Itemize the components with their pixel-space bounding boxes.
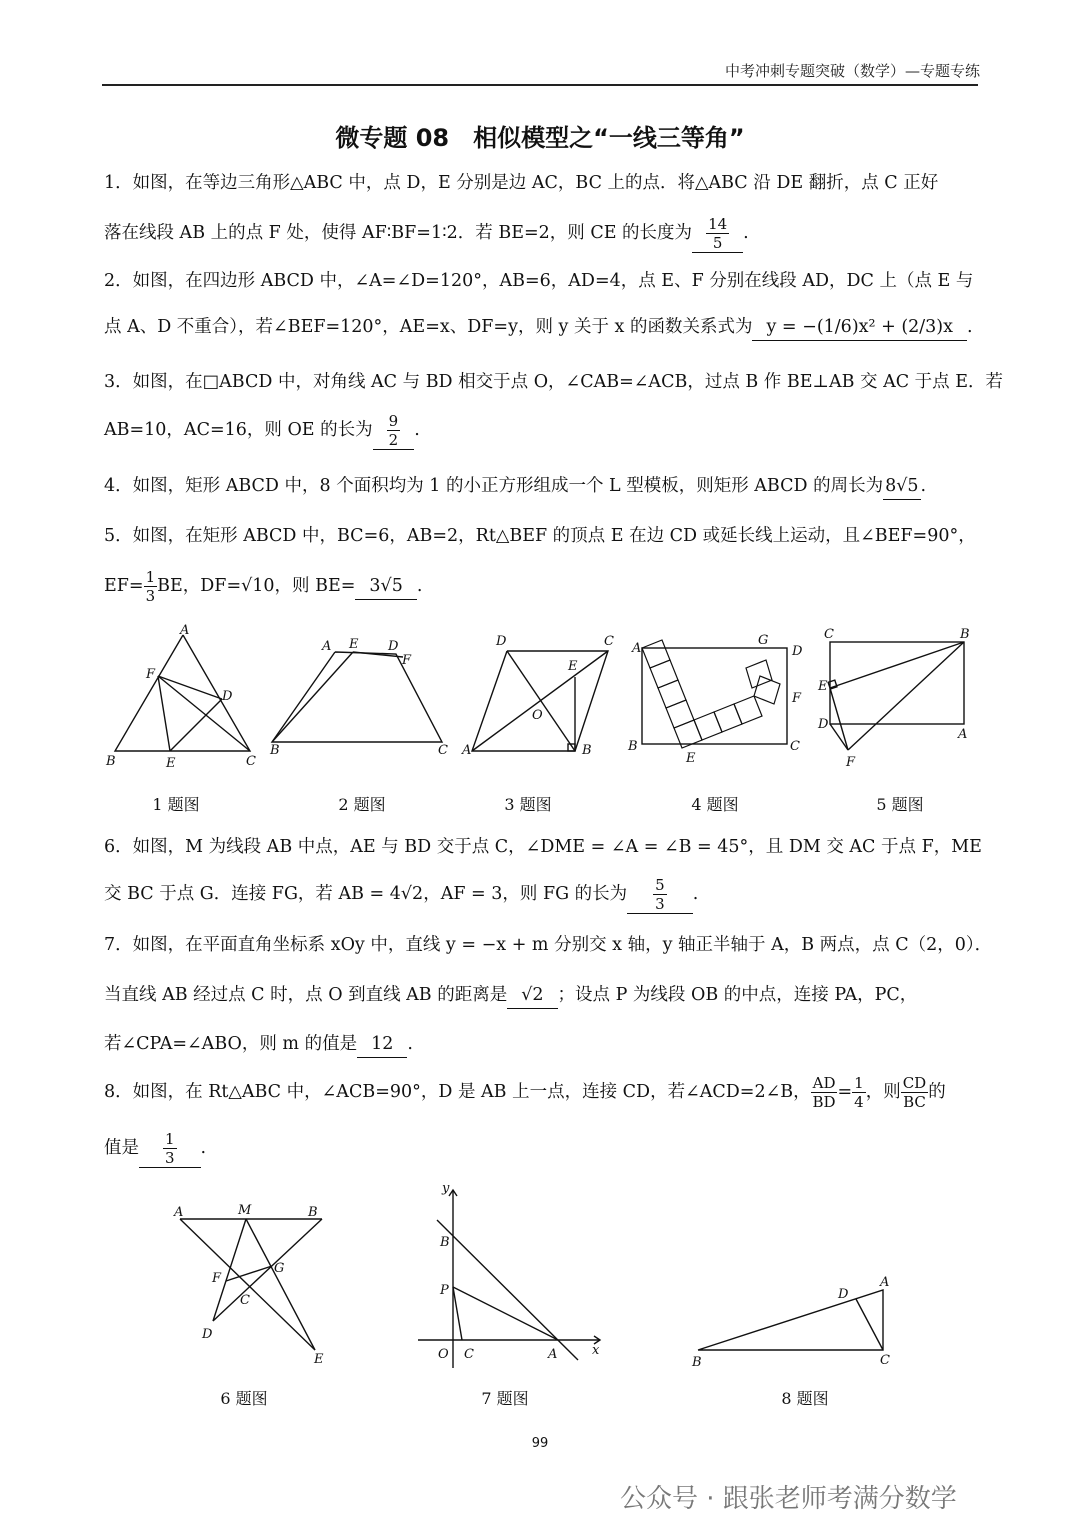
fig4-label: A [632,641,642,656]
fig7-label: x [592,1343,600,1358]
fig7-label: B [440,1235,450,1250]
fig7-label: P [440,1283,449,1298]
q2-line1: 2．如图，在四边形 ABCD 中，∠A=∠D=120°，AB=6，AD=4，点 E、F 分别在线段 AD，DC 上（点 E 与 [104,271,974,291]
figure-7 [418,1181,600,1368]
q3-line1: 3．如图，在□ABCD 中，对角线 AC 与 BD 相交于点 O，∠CAB=∠ACB，过点 B 作 BE⊥AB 交 AC 于点 E．若 [104,372,1004,392]
q7-line1: 7．如图，在平面直角坐标系 xOy 中，直线 y = −x + m 分别交 x 轴，y 轴正半轴于 A，B 两点，点 C（2，0）． [104,935,993,955]
fig6-label: B [308,1205,318,1220]
fig2-label: B [270,743,280,758]
figure-3 [461,634,614,758]
fig1-label: C [246,754,256,769]
fig2-label: C [438,743,448,758]
fig6-label: A [174,1205,184,1220]
fig3-label: E [568,659,578,674]
q4-answer: 8√5 [883,473,920,500]
caption-fig6: 6 题图 [220,1389,268,1408]
header-rule [102,84,978,86]
watermark: 公众号 · 跟张老师考满分数学 [620,1484,957,1514]
caption-fig5: 5 题图 [876,795,924,814]
page-number: 99 [531,1436,549,1451]
q8-answer: $\frac{1}{3}$ [139,1130,201,1168]
fig7-label: y [442,1181,450,1196]
caption-fig1: 1 题图 [152,795,200,814]
q5-answer: 3√5 [355,573,416,600]
fig5-label: B [960,627,970,642]
q3-answer: $\frac{9}{2}$ [373,412,415,450]
figure-8 [691,1275,890,1370]
fig3-label: A [462,743,472,758]
fig4-label: C [790,739,800,754]
q3-line2: AB=10，AC=16，则 OE 的长为 $\frac{9}{2}$ . [104,412,420,449]
fig7-label: O [438,1347,449,1362]
running-header: 中考冲刺专题突破（数学）—专题专练 [724,62,980,80]
q6-answer: $\frac{5}{3}$ [627,876,693,914]
q5-line1: 5．如图，在矩形 ABCD 中，BC=6，AB=2，Rt△BEF 的顶点 E 在边 CD 或延长线上运动，且∠BEF=90°， [104,526,976,546]
fig4-label: E [686,751,696,766]
figures-row-2 [100,1178,980,1378]
fig8-label: A [880,1275,890,1290]
fig1-label: B [106,754,116,769]
figure-5 [817,627,970,770]
fig2-label: D [388,639,399,654]
fig7-label: C [464,1347,474,1362]
fig6-label: D [202,1327,213,1342]
fig1-label: F [146,667,156,682]
q5-line2: EF= $\frac{1}{3}$ BE，DF=√10，则 BE= 3√5 . [104,568,423,605]
fig2-label: A [322,639,332,654]
q7-answer-2: 12 [357,1031,407,1058]
caption-fig8: 8 题图 [781,1389,829,1408]
fig4-label: B [628,739,638,754]
caption-fig3: 3 题图 [504,795,552,814]
q4-line1: 4．如图，矩形 ABCD 中，8 个面积均为 1 的小正方形组成一个 L 型模板，则矩形 ABCD 的周长为 8√5 . [104,473,980,500]
fig2-label: F [402,653,412,668]
fig3-label: O [532,708,543,723]
q1-line2: 落在线段 AB 上的点 F 处，使得 AF∶BF=1∶2．若 BE=2，则 CE 的长度为 $\frac{14}{5}$ . [104,215,749,252]
fig2-label: E [349,637,359,652]
q1-line1: 1．如图，在等边三角形△ABC 中，点 D，E 分别是边 AC，BC 上的点．将△ABC 沿 DE 翻折，点 C 正好 [104,173,939,193]
page-title: 微专题 08 相似模型之“一线三等角” [335,124,745,152]
q6-line2: 交 BC 于点 G．连接 FG，若 AB = 4√2，AF = 3，则 FG 的长为 $\frac{5}{3}$ . [104,876,699,913]
caption-fig7: 7 题图 [481,1389,529,1408]
q2-answer: y = −(1/6)x² + (2/3)x [752,314,967,341]
fig8-label: B [692,1355,702,1370]
q8-line2: 值是 $\frac{1}{3}$ . [104,1130,207,1167]
q8-line1: 8．如图，在 Rt△ABC 中，∠ACB=90°，D 是 AB 上一点，连接 CD，若∠ACD=2∠B， $\frac{AD}{BD}$ = $\frac{1}{4}$ ，则 $\frac{CD}{BC}$ 的 [104,1074,946,1111]
caption-fig2: 2 题图 [338,795,386,814]
q7-line2: 当直线 AB 经过点 C 时，点 O 到直线 AB 的距离是 √2 ；设点 P 为线段 OB 的中点，连接 PA，PC， [104,982,980,1009]
fig3-label: D [496,634,507,649]
fig5-label: C [824,627,834,642]
fig4-label: F [792,691,802,706]
fig8-label: C [880,1353,890,1368]
fig6-label: F [212,1271,222,1286]
fig4-label: G [758,633,769,648]
fig6-label: C [240,1293,250,1308]
fig1-label: E [166,756,176,771]
figure-2 [269,637,448,758]
figure-4 [627,633,803,766]
fig5-label: D [818,717,829,732]
q1-answer: $\frac{14}{5}$ [692,215,743,253]
fig5-label: E [818,679,828,694]
q7-answer-1: √2 [507,982,557,1009]
fig6-label: G [274,1261,285,1276]
fig4-label: D [792,644,803,659]
figure-6 [173,1203,324,1367]
fig6-label: E [314,1352,324,1367]
fig1-label: A [180,623,190,638]
fig3-label: C [604,634,614,649]
q6-line1: 6．如图，M 为线段 AB 中点，AE 与 BD 交于点 C，∠DME = ∠A = ∠B = 45°，且 DM 交 AC 于点 F，ME [104,837,982,857]
fig3-label: B [582,743,592,758]
fig5-label: A [958,727,968,742]
q7-line3: 若∠CPA=∠ABO，则 m 的值是 12 . [104,1031,980,1058]
caption-fig4: 4 题图 [691,795,739,814]
fig5-label: F [846,755,856,770]
figures-row-1 [100,620,980,780]
figure-1 [105,623,256,771]
q2-line2: 点 A、D 不重合），若∠BEF=120°，AE=x、DF=y，则 y 关于 x 的函数关系式为 y = −(1/6)x² + (2/3)x . [104,314,980,341]
fig7-label: A [548,1347,558,1362]
fig6-label: M [238,1203,252,1218]
fig8-label: D [838,1287,849,1302]
fig1-label: D [222,689,233,704]
